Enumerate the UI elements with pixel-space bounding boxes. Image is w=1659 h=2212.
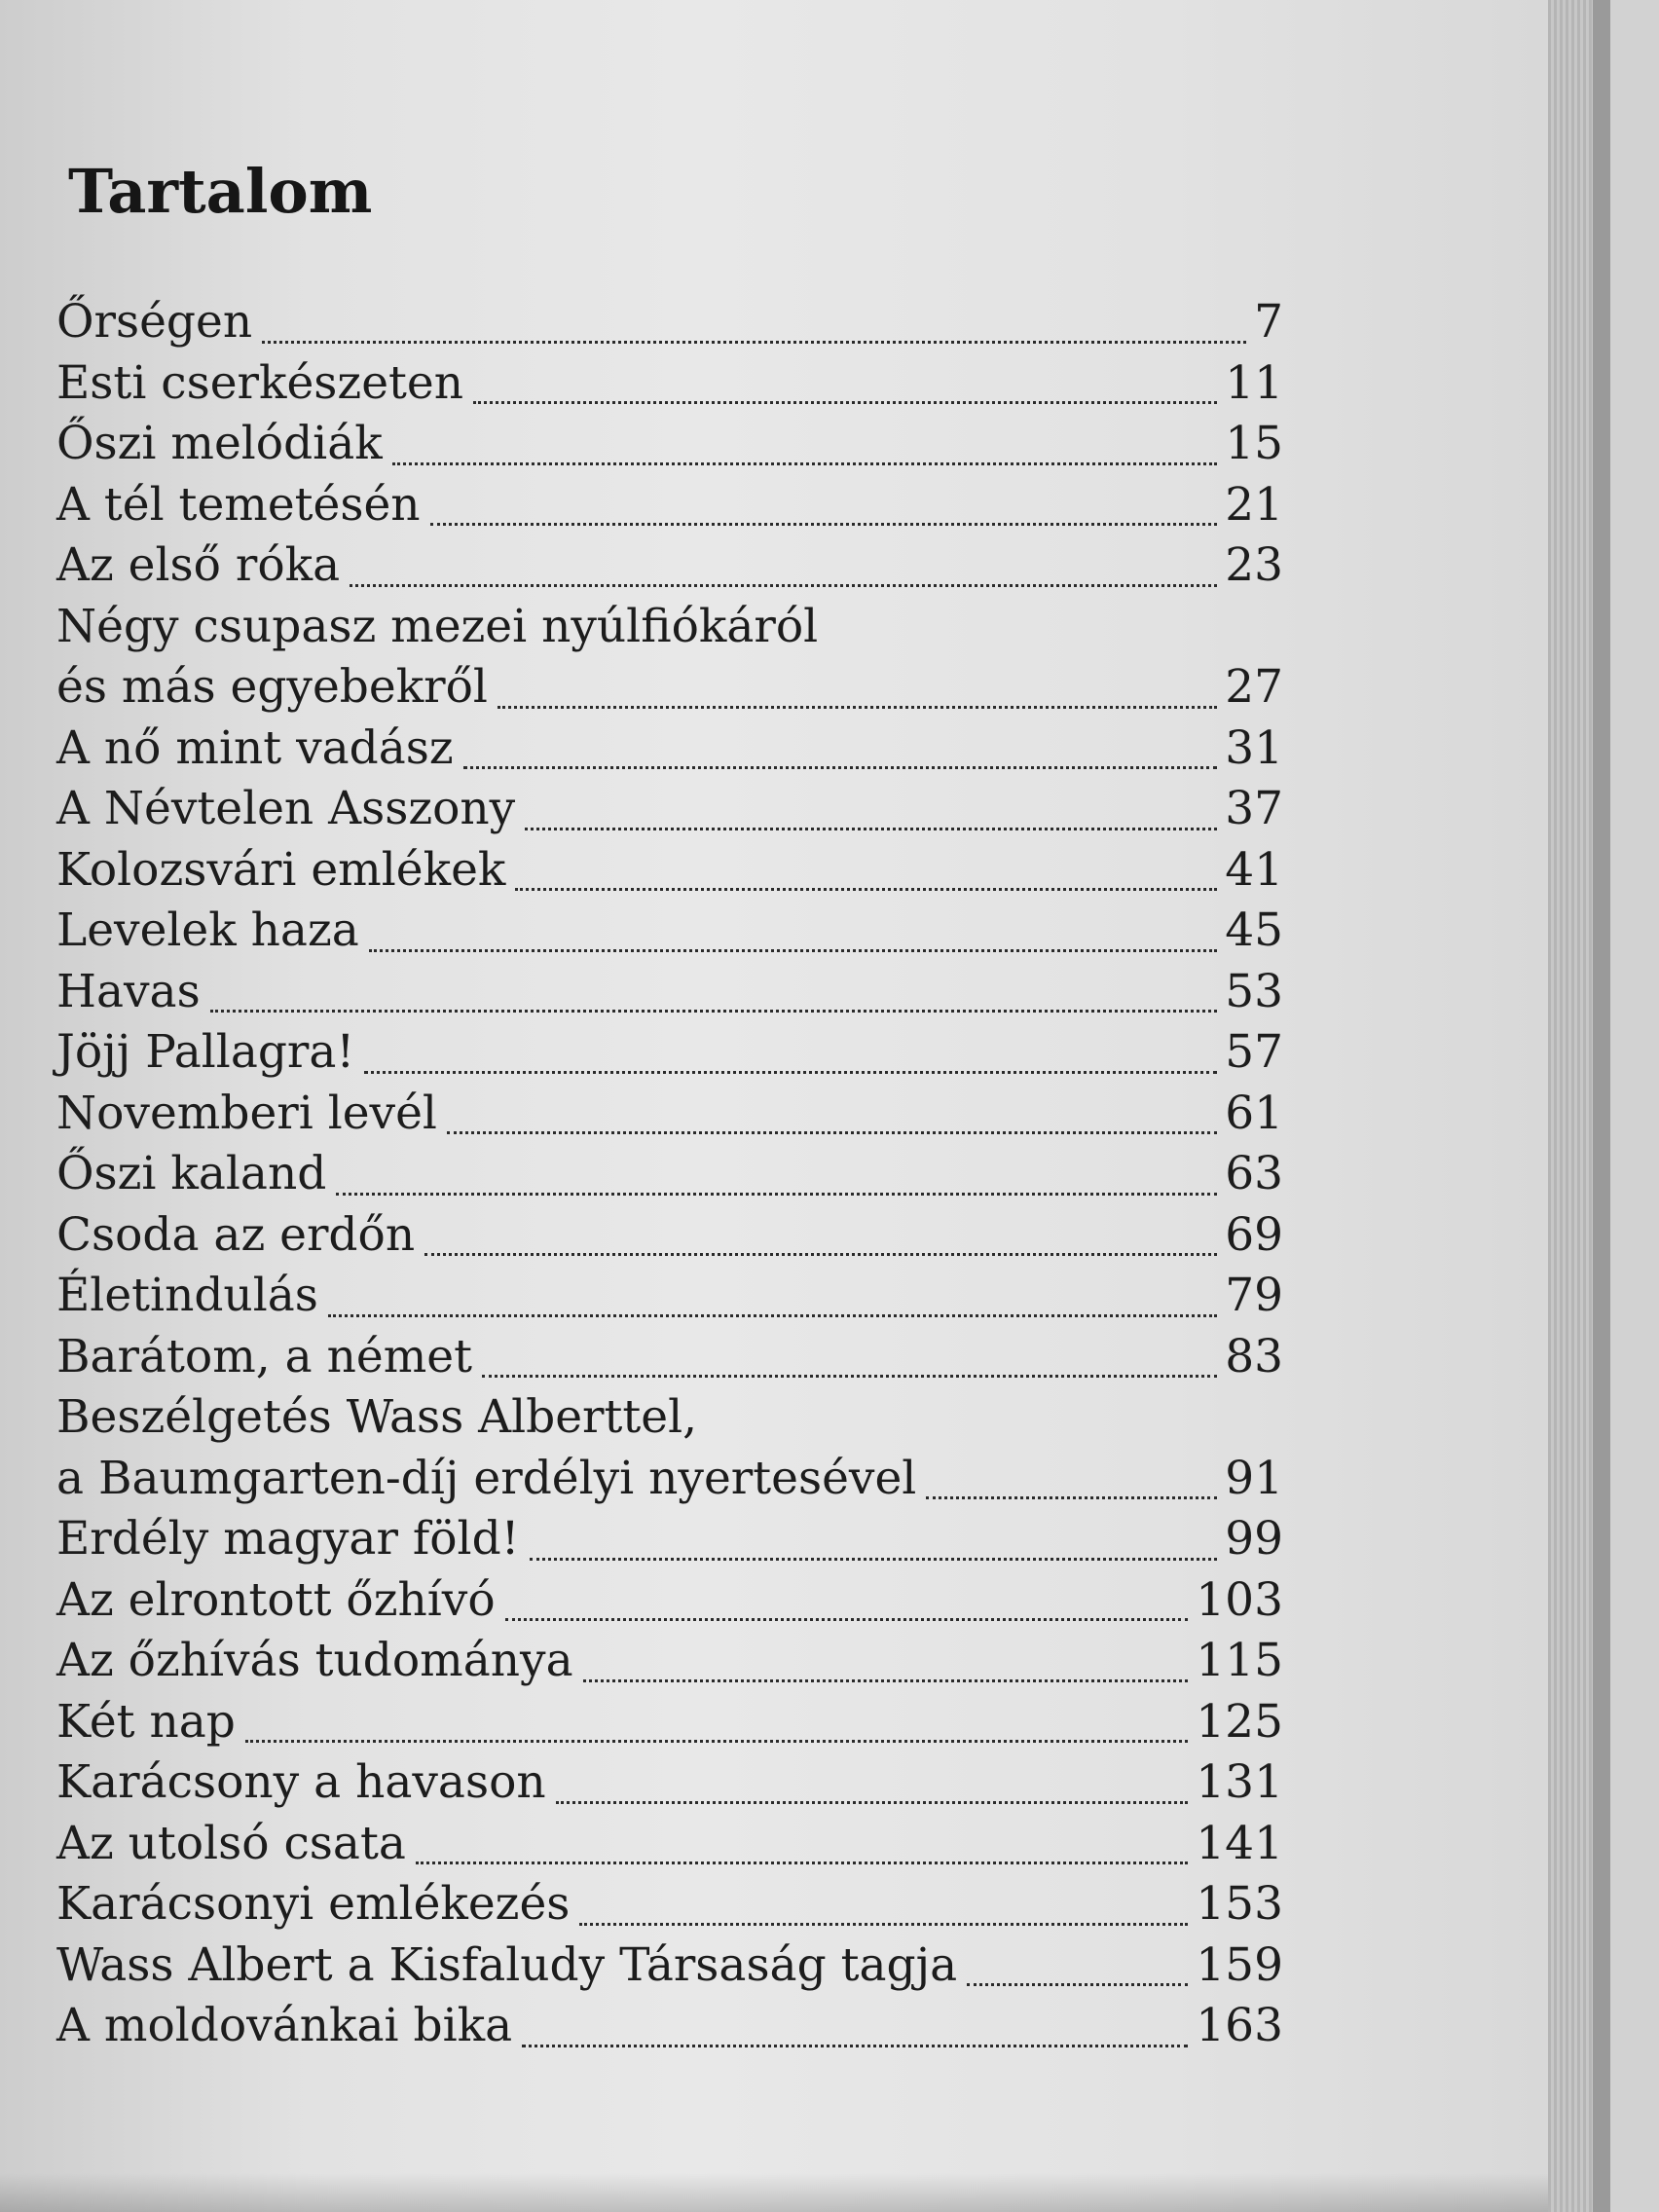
toc-entry-title: Jöjj Pallagra! — [56, 1025, 355, 1079]
toc-entry-title: Őszi kaland — [56, 1147, 327, 1200]
toc-entry — [56, 475, 1283, 536]
toc-entry-title: a Baumgarten-díj erdélyi nyertesével — [56, 1451, 917, 1505]
toc-entry-line — [56, 719, 1283, 780]
toc-entry — [56, 1266, 1283, 1327]
toc-page-number: 115 — [1196, 1634, 1283, 1687]
toc-page-number: 41 — [1225, 842, 1283, 897]
toc-entry-line — [56, 1387, 1283, 1449]
dot-leader — [967, 1983, 1188, 1986]
toc-entry-line — [56, 353, 1283, 415]
toc-page-number: 15 — [1225, 417, 1283, 470]
toc-entry-line — [56, 901, 1283, 962]
toc-page-number: 99 — [1225, 1512, 1283, 1566]
table-of-contents — [56, 292, 1283, 2057]
dot-leader — [498, 706, 1217, 709]
toc-entry-line — [56, 1509, 1283, 1570]
dot-leader — [336, 1193, 1217, 1196]
dot-leader — [392, 462, 1217, 465]
toc-page-number: 79 — [1225, 1269, 1283, 1322]
toc-entry — [56, 1387, 1283, 1509]
dot-leader — [245, 1740, 1188, 1743]
toc-page-number: 53 — [1225, 964, 1283, 1018]
toc-entry-line — [56, 1814, 1283, 1875]
toc-entry-title: Az őzhívás tudománya — [56, 1634, 573, 1687]
toc-entry-title: Novemberi levél — [56, 1086, 437, 1140]
toc-entry — [56, 292, 1283, 353]
toc-entry-line — [56, 1022, 1283, 1084]
toc-entry — [56, 1631, 1283, 1692]
toc-entry-title: Két nap — [56, 1694, 236, 1749]
toc-entry-line — [56, 1084, 1283, 1145]
toc-entry — [56, 1022, 1283, 1084]
toc-entry-title: Levelek haza — [56, 903, 359, 957]
toc-page-number: 37 — [1225, 782, 1283, 835]
toc-page-number: 163 — [1196, 1999, 1283, 2052]
toc-entry-line — [56, 779, 1283, 840]
toc-entry-title: Esti cserkészeten — [56, 355, 463, 410]
toc-entry-line — [56, 1266, 1283, 1327]
toc-entry-title: Az első róka — [56, 538, 341, 592]
toc-entry — [56, 1936, 1283, 1997]
toc-entry-line — [56, 657, 1283, 719]
toc-entry — [56, 1814, 1283, 1875]
toc-entry-title: és más egyebekről — [56, 660, 488, 714]
dot-leader — [522, 2045, 1188, 2047]
toc-entry — [56, 1874, 1283, 1936]
toc-entry-title: Barátom, a német — [56, 1329, 472, 1383]
toc-entry-title: Wass Albert a Kisfaludy Társaság tagja — [56, 1937, 958, 1992]
toc-entry-title: Havas — [56, 964, 201, 1018]
toc-page-number: 159 — [1196, 1937, 1283, 1992]
toc-page-number: 23 — [1225, 538, 1283, 592]
toc-page-number: 61 — [1225, 1086, 1283, 1140]
toc-page-number: 103 — [1196, 1572, 1283, 1627]
dot-leader — [328, 1314, 1217, 1317]
dot-leader — [926, 1496, 1217, 1499]
toc-entry-line — [56, 292, 1283, 353]
toc-page-number: 83 — [1225, 1329, 1283, 1383]
toc-entry — [56, 962, 1283, 1023]
toc-entry-title: Erdély magyar föld! — [56, 1512, 520, 1566]
toc-page-number: 45 — [1225, 903, 1283, 957]
dot-leader — [473, 401, 1217, 404]
toc-heading: Tartalom — [68, 156, 373, 227]
toc-entry — [56, 719, 1283, 780]
dot-leader — [210, 1010, 1217, 1013]
toc-entry-line — [56, 414, 1283, 475]
toc-entry-line — [56, 1449, 1283, 1510]
toc-entry-line — [56, 840, 1283, 902]
dot-leader — [556, 1801, 1189, 1804]
toc-entry — [56, 1570, 1283, 1632]
toc-entry-title: Karácsonyi emlékezés — [56, 1877, 571, 1931]
toc-page-number: 69 — [1225, 1207, 1283, 1262]
page-shadow — [0, 2173, 1548, 2212]
toc-entry-title: A tél temetésén — [56, 477, 421, 532]
toc-entry-title: Beszélgetés Wass Alberttel, — [56, 1390, 698, 1444]
toc-page-number: 31 — [1225, 720, 1283, 775]
toc-entry-title: Őszi melódiák — [56, 417, 383, 470]
dot-leader — [262, 341, 1246, 344]
toc-entry-line — [56, 475, 1283, 536]
toc-entry — [56, 1144, 1283, 1205]
toc-entry-line — [56, 1752, 1283, 1814]
toc-entry-line — [56, 1144, 1283, 1205]
toc-entry — [56, 1205, 1283, 1267]
toc-entry-line — [56, 597, 1283, 658]
toc-entry-line — [56, 1205, 1283, 1267]
toc-page-number: 57 — [1225, 1025, 1283, 1079]
toc-entry — [56, 1692, 1283, 1753]
toc-entry-title: Csoda az erdőn — [56, 1207, 416, 1262]
toc-entry-line — [56, 1936, 1283, 1997]
toc-entry — [56, 1996, 1283, 2057]
toc-entry-title: Az utolsó csata — [56, 1816, 406, 1870]
dot-leader — [505, 1618, 1189, 1621]
toc-entry — [56, 535, 1283, 597]
toc-entry — [56, 597, 1283, 719]
dot-leader — [369, 949, 1217, 952]
toc-page-number: 27 — [1225, 660, 1283, 714]
toc-entry-line — [56, 1996, 1283, 2057]
toc-entry-title: Életindulás — [56, 1269, 318, 1322]
dot-leader — [482, 1375, 1217, 1378]
toc-page-number: 131 — [1196, 1755, 1283, 1809]
dot-leader — [416, 1862, 1188, 1864]
toc-entry — [56, 1327, 1283, 1388]
dot-leader — [430, 523, 1218, 526]
toc-entry-title: A Névtelen Asszony — [56, 782, 516, 835]
toc-entry-line — [56, 1692, 1283, 1753]
toc-entry-line — [56, 1631, 1283, 1692]
toc-page-number: 91 — [1225, 1451, 1283, 1505]
toc-entry — [56, 1752, 1283, 1814]
dot-leader — [463, 766, 1218, 769]
toc-entry-line — [56, 535, 1283, 597]
toc-page-number: 21 — [1225, 477, 1283, 532]
toc-entry-title: Kolozsvári emlékek — [56, 842, 506, 897]
spine-edge — [1593, 0, 1610, 2212]
toc-page-number: 141 — [1196, 1816, 1283, 1870]
dot-leader — [525, 828, 1217, 830]
toc-entry-title: Karácsony a havason — [56, 1755, 546, 1809]
toc-page-number: 63 — [1225, 1147, 1283, 1200]
toc-entry-line — [56, 1874, 1283, 1936]
dot-leader — [424, 1253, 1217, 1256]
toc-entry — [56, 779, 1283, 840]
toc-entry — [56, 414, 1283, 475]
toc-entry — [56, 1084, 1283, 1145]
toc-entry — [56, 901, 1283, 962]
dot-leader — [447, 1131, 1217, 1134]
toc-page-number: 7 — [1254, 295, 1283, 349]
toc-entry — [56, 353, 1283, 415]
toc-entry-title: Négy csupasz mezei nyúlfiókáról — [56, 599, 819, 653]
dot-leader — [350, 584, 1217, 587]
toc-entry-line — [56, 1327, 1283, 1388]
toc-entry — [56, 840, 1283, 902]
toc-page-number: 11 — [1225, 355, 1283, 410]
dot-leader — [583, 1679, 1189, 1682]
toc-entry — [56, 1509, 1283, 1570]
toc-entry-title: Őrségen — [56, 295, 253, 349]
spine-cover — [1610, 0, 1659, 2212]
toc-entry-title: Az elrontott őzhívó — [56, 1572, 496, 1627]
dot-leader — [530, 1558, 1218, 1561]
toc-entry-line — [56, 1570, 1283, 1632]
toc-page-number: 125 — [1196, 1694, 1283, 1749]
dot-leader — [364, 1071, 1217, 1074]
dot-leader — [579, 1923, 1188, 1926]
toc-entry-title: A moldovánkai bika — [56, 1999, 513, 2052]
toc-entry-title: A nő mint vadász — [56, 720, 454, 775]
dot-leader — [515, 888, 1217, 891]
toc-page-number: 153 — [1196, 1877, 1283, 1931]
toc-entry-line — [56, 962, 1283, 1023]
